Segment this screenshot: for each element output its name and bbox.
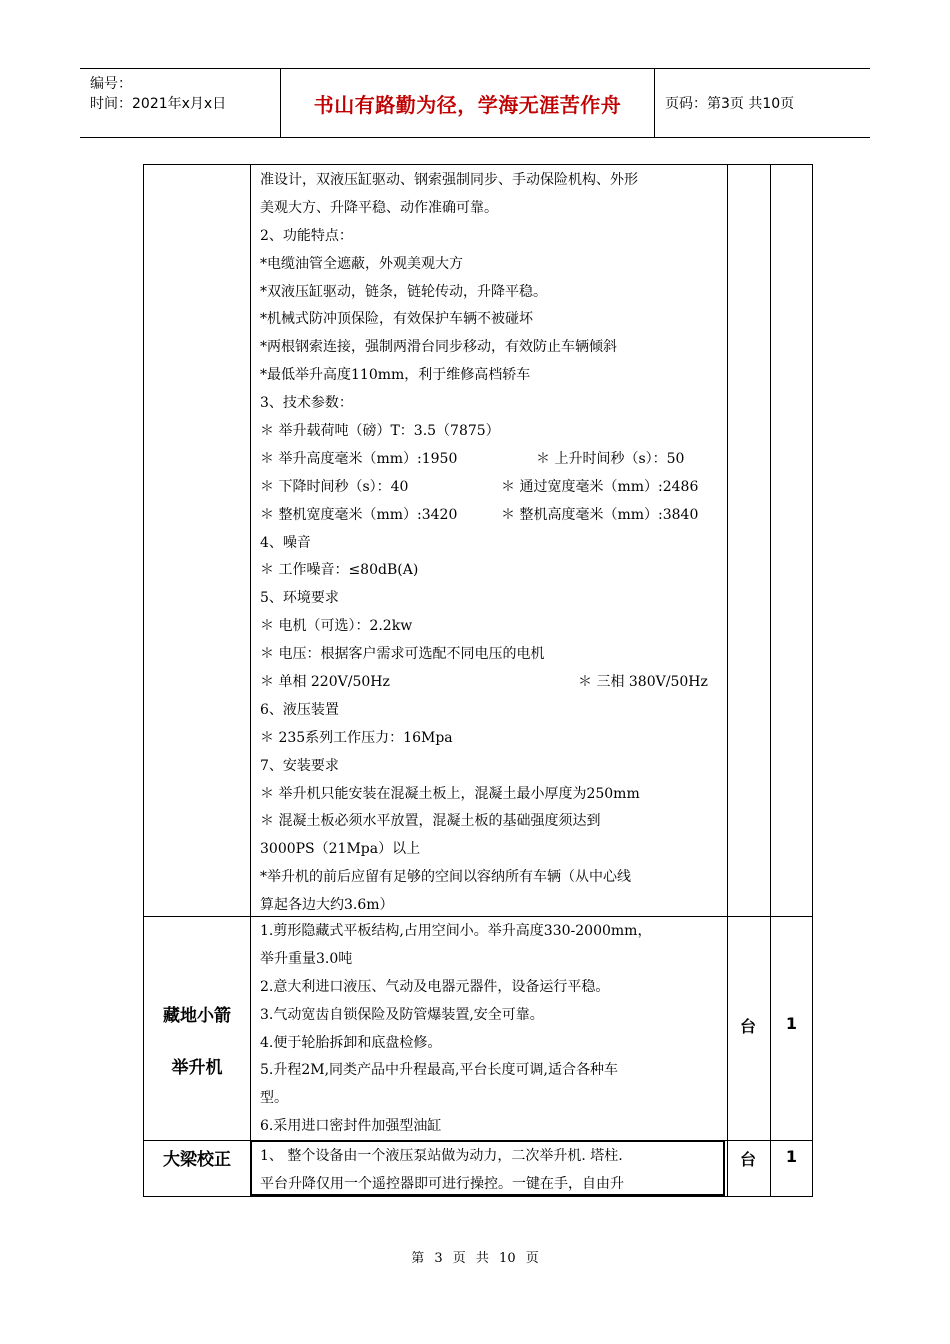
desc-line: 平台升降仅用一个遥控器即可进行操控。一键在手，自由升 (260, 1175, 624, 1192)
desc-line: 准设计，双液压缸驱动、钢索强制同步、手动保险机构、外形 (260, 172, 638, 188)
spec-right: ＊ 上升时间秒（s）：50 (536, 450, 685, 467)
desc-line: ＊ 电机（可选）：2.2kw (260, 618, 413, 635)
desc-line: ＊ 电压：根据客户需求可选配不同电压的电机 (260, 646, 545, 663)
desc-line: 5、环境要求 (260, 590, 339, 607)
desc-line: ＊ 举升机只能安装在混凝土板上，混凝土最小厚度为250mm (260, 785, 640, 802)
spec-right: ＊ 整机高度毫米（mm）:3840 (501, 506, 699, 523)
desc-line: 型。 (260, 1090, 288, 1107)
row3-qty: 1 (785, 1147, 798, 1166)
row2-description (260, 918, 651, 1141)
desc-line: 4、噪音 (260, 534, 311, 551)
desc-line: 3000PS（21Mpa）以上 (260, 841, 421, 858)
row3-item-name: 大梁校正 (163, 1150, 231, 1170)
desc-line: 举升重量3.0吨 (260, 950, 353, 967)
desc-line: 3.气动宽齿自锁保险及防管爆装置,安全可靠。 (260, 1006, 544, 1023)
row2-item-name (144, 990, 250, 1094)
col-divider (727, 165, 728, 1197)
spec-left: ＊ 整机宽度毫米（mm）:3420 (260, 506, 458, 523)
spec-pair (260, 669, 708, 697)
desc-line: *举升机的前后应留有足够的空间以容纳所有车辆（从中心线 (260, 869, 631, 886)
desc-line: 7、安装要求 (260, 757, 339, 774)
page-header (80, 68, 870, 138)
desc-line: *最低举升高度110mm，利于维修高档轿车 (260, 367, 531, 384)
desc-line: 算起各边大约3.6m） (260, 897, 394, 914)
col-divider (770, 165, 771, 1197)
desc-line: ＊ 混凝土板必须水平放置，混凝土板的基础强度须达到 (260, 813, 601, 830)
page-indicator: 页码：第3页 共10页 (665, 96, 795, 112)
number-label: 编号： (90, 76, 132, 92)
col-divider (250, 165, 251, 1197)
desc-line: *两根钢索连接，强制两滑台同步移动，有效防止车辆倾斜 (260, 339, 617, 356)
spec-pair (260, 474, 699, 502)
spec-left: ＊ 举升高度毫米（mm）:1950 (260, 450, 458, 467)
desc-line: 2.意大利进口液压、气动及电器元器件，设备运行平稳。 (260, 978, 610, 995)
desc-line: ＊ 举升载荷吨（磅）T：3.5（7875） (260, 423, 500, 440)
desc-line: *双液压缸驱动，链条，链轮传动，升降平稳。 (260, 283, 547, 300)
row2-qty: 1 (785, 1014, 798, 1033)
desc-line: 1、 整个设备由一个液压泵站做为动力，二次举升机. 塔柱. (260, 1148, 623, 1164)
row1-description (260, 167, 708, 920)
spec-left: ＊ 下降时间秒（s）：40 (260, 478, 409, 495)
desc-line: 3、技术参数： (260, 395, 353, 412)
spec-pair (260, 502, 699, 530)
desc-line: 美观大方、升降平稳、动作准确可靠。 (260, 199, 498, 216)
spec-left: ＊ 单相 220V/50Hz (260, 674, 390, 691)
desc-line: *电缆油管全遮蔽，外观美观大方 (260, 255, 463, 272)
row2-unit: 台 (739, 1017, 756, 1036)
desc-line: 5.升程2M,同类产品中升程最高,平台长度可调,适合各种车 (260, 1062, 618, 1079)
page-footer: 第 3 页 共 10 页 (411, 1251, 539, 1266)
desc-line: 4.便于轮胎拆卸和底盘检修。 (260, 1034, 442, 1051)
desc-line: 6.采用进口密封件加强型油缸 (260, 1118, 442, 1135)
item-name-line: 藏地小箭 (163, 1006, 231, 1026)
row3-unit: 台 (739, 1150, 756, 1169)
spec-right: ＊ 三相 380V/50Hz (578, 674, 708, 691)
date-label: 时间：2021年x月x日 (90, 96, 227, 112)
header-meta-cell (80, 69, 281, 137)
desc-line: ＊ 工作噪音：≤80dB(A) (260, 562, 419, 579)
desc-line: 2、功能特点： (260, 227, 353, 244)
page-indicator-cell (655, 69, 870, 137)
spec-pair (260, 446, 685, 474)
spec-right: ＊ 通过宽度毫米（mm）:2486 (501, 478, 699, 495)
motto: 书山有路勤为径，学海无涯苦作舟 (281, 69, 655, 137)
desc-line: 1.剪形隐藏式平板结构,占用空间小。举升高度330-2000mm， (260, 923, 652, 939)
item-name-line: 举升机 (171, 1058, 223, 1078)
desc-line: *机械式防冲顶保险，有效保护车辆不被碰坏 (260, 311, 533, 328)
desc-line: 6、液压装置 (260, 701, 339, 718)
row3-description (260, 1143, 624, 1199)
desc-line: ＊ 235系列工作压力：16Mpa (260, 729, 453, 746)
